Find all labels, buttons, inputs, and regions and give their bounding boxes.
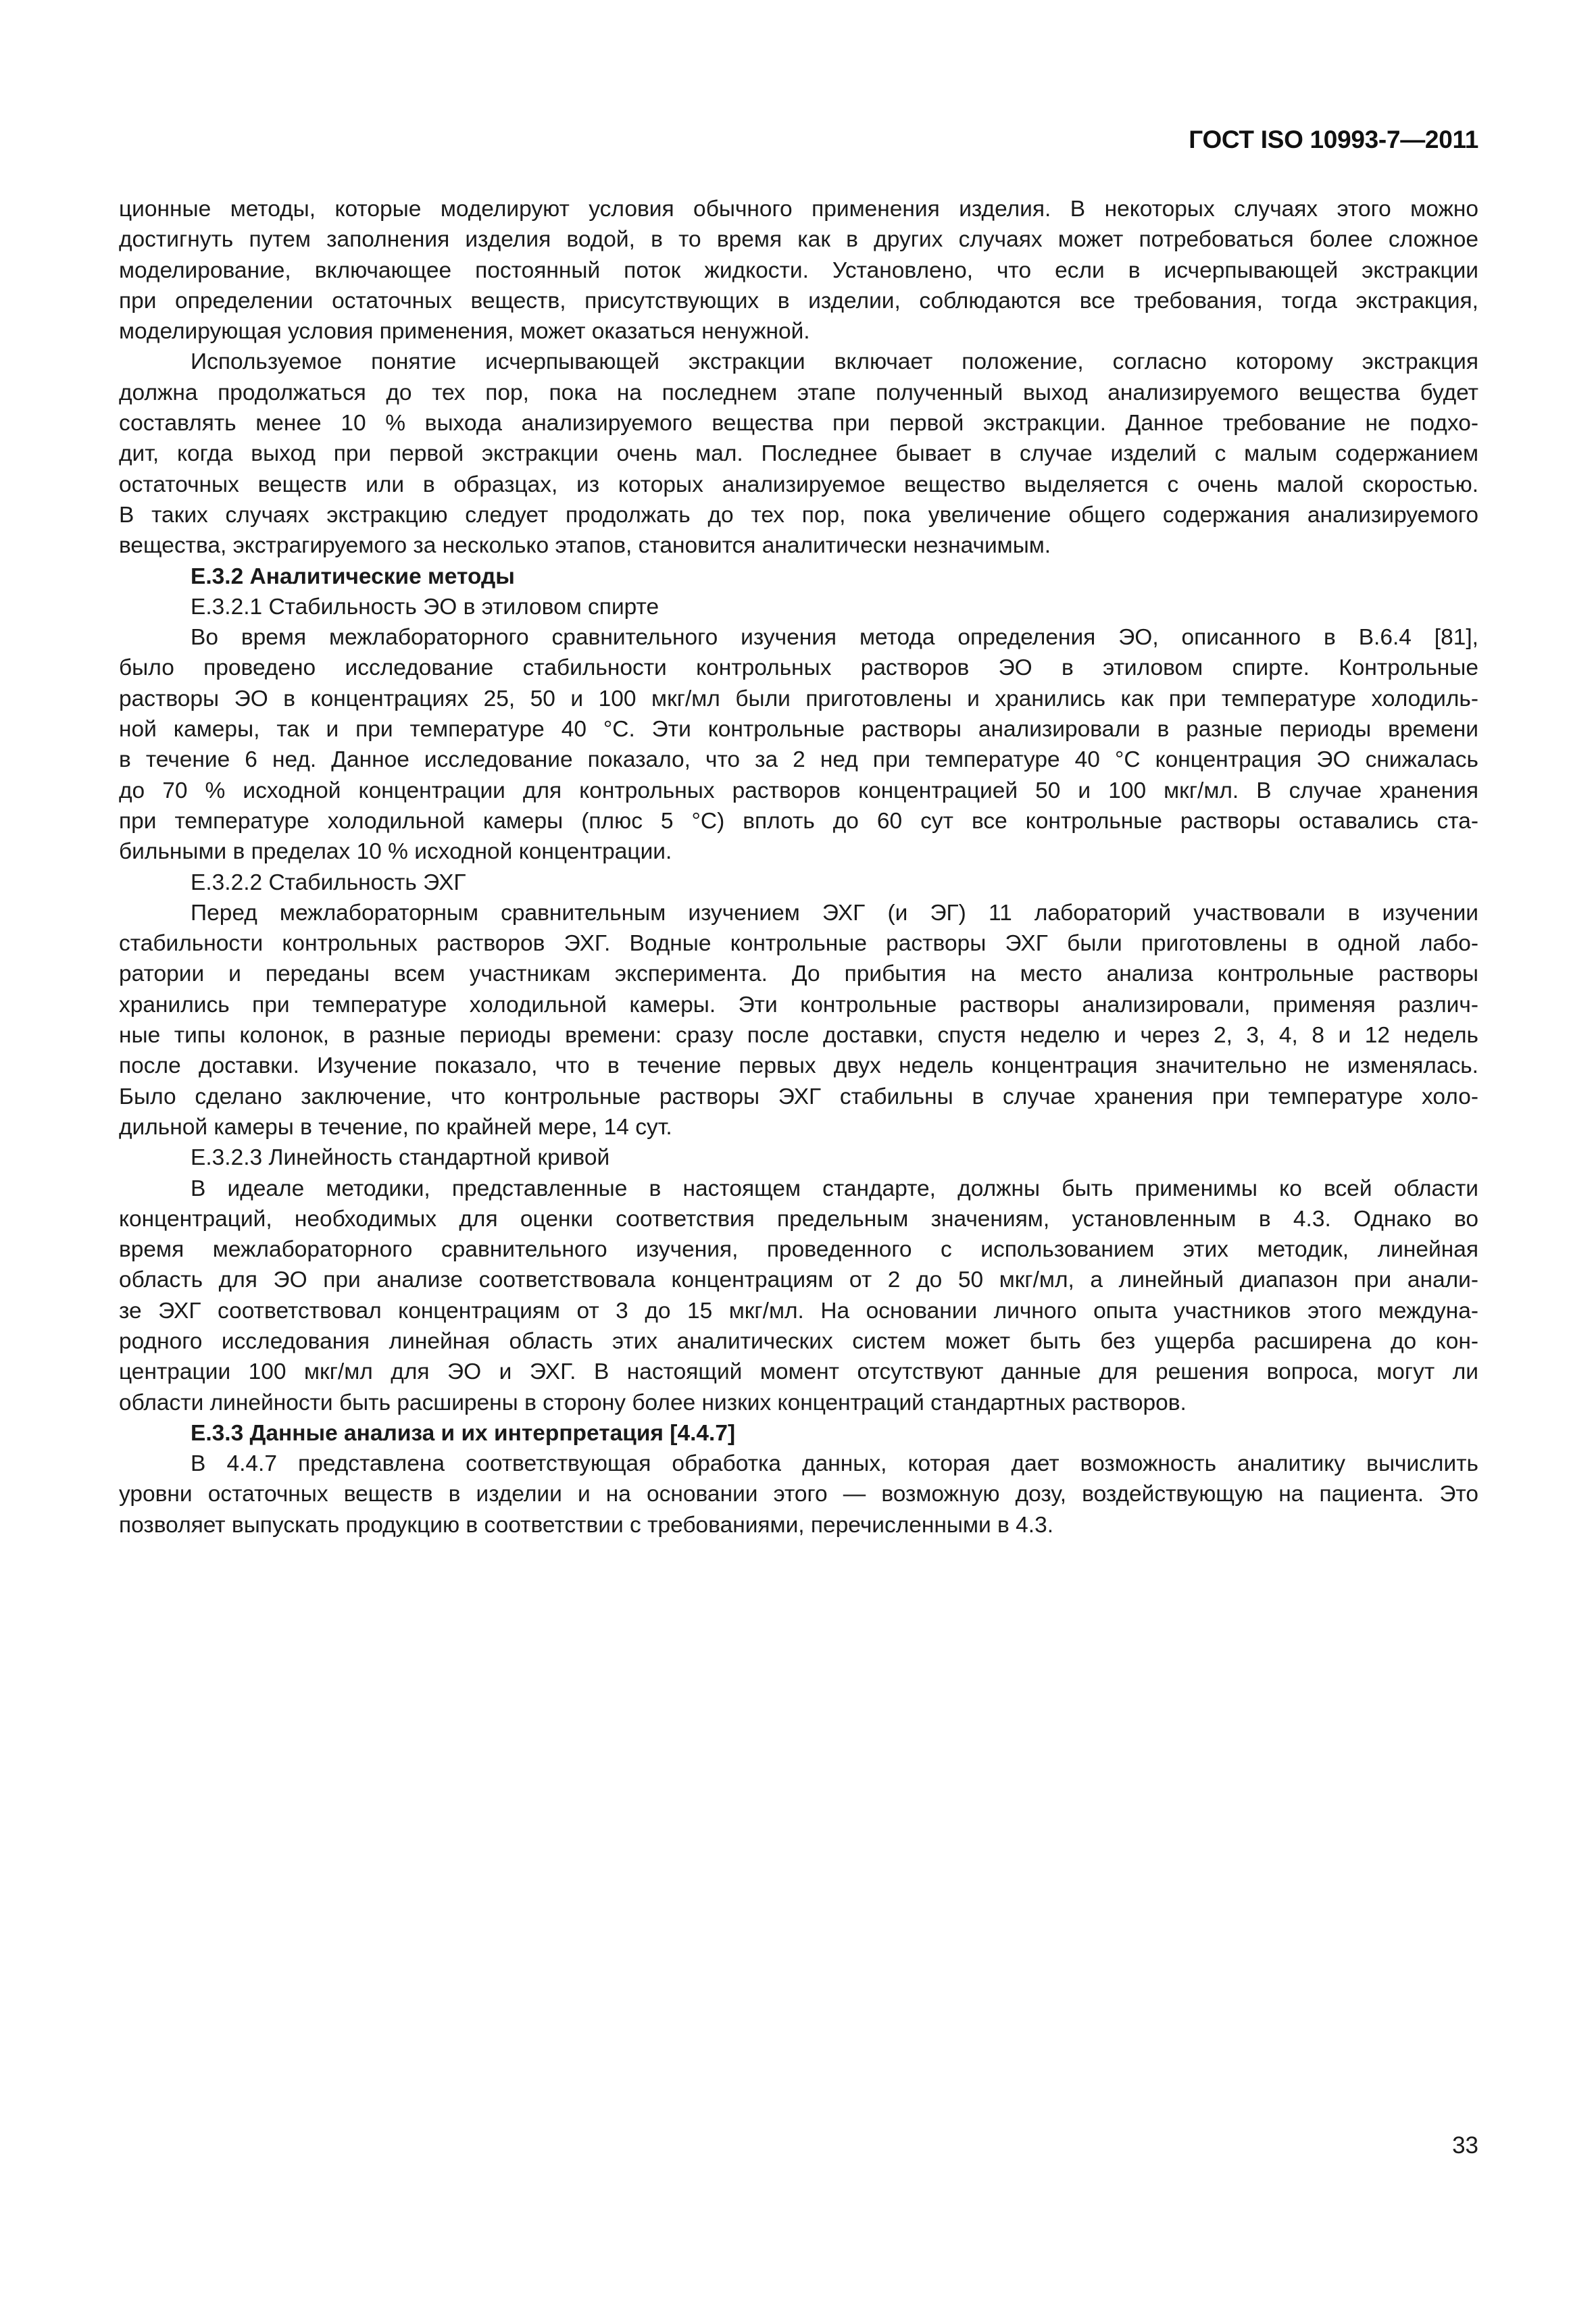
text-line: Е.3.2 Аналитические методы — [191, 563, 515, 589]
text-line: ционные методы, которые моделируют условия обычного применения изделия. В некоторых случаях этого можно — [119, 197, 1478, 222]
text-line: Е.3.3 Данные анализа и их интерпретация [4.4.7] — [191, 1420, 736, 1446]
text-line: В 4.4.7 представлена соответствующая обработка данных, которая дает возможность аналитику вычислить — [191, 1451, 1478, 1477]
text-line: остаточных веществ или в образцах, из которых анализируемое вещество выделяется с очень малой скоростью. — [119, 472, 1478, 497]
text-line: достигнуть путем заполнения изделия водой, в то время как в других случаях может потребоваться более сложное — [119, 227, 1478, 253]
paragraph — [119, 898, 1478, 1142]
text-line: после доставки. Изучение показало, что в течение первых двух недель концентрация значительно не изменялась. — [119, 1053, 1478, 1079]
text-line: Е.3.2.3 Линейность стандартной кривой — [191, 1145, 610, 1171]
text-line: области линейности быть расширены в сторону более низких концентраций стандартных растворов. — [119, 1390, 1187, 1415]
paragraph — [119, 622, 1478, 867]
paragraph — [119, 867, 1478, 898]
text-line: было проведено исследование стабильности контрольных растворов ЭО в этиловом спирте. Контрольные — [119, 655, 1478, 681]
text-line: должна продолжаться до тех пор, пока на последнем этапе полученный выход анализируемого вещества будет — [119, 380, 1478, 405]
text-line: дильной камеры в течение, по крайней мере, 14 сут. — [119, 1114, 672, 1140]
standard-designation: ГОСТ ISO 10993-7—2011 — [1189, 126, 1478, 153]
section-heading — [119, 561, 1478, 592]
text-line: Е.3.2.2 Стабильность ЭХГ — [191, 870, 466, 895]
text-line: ные типы колонок, в разные периоды времени: сразу после доставки, спустя неделю и через 2, 3, 4, 8 и 12 недель — [119, 1023, 1478, 1049]
text-line: уровни остаточных веществ в изделии и на основании этого — возможную дозу, воздействующую на пациента. Это — [119, 1482, 1478, 1507]
text-line: Используемое понятие исчерпывающей экстракции включает положение, согласно которому экстракция — [191, 349, 1478, 375]
paragraph — [119, 592, 1478, 622]
text-line: центрации 100 мкг/мл для ЭО и ЭХГ. В настоящий момент отсутствуют данные для решения вопроса, могут ли — [119, 1359, 1478, 1385]
section-heading — [119, 1418, 1478, 1449]
text-line: при температуре холодильной камеры (плюс 5 °С) вплоть до 60 сут все контрольные растворы оставались ста- — [119, 808, 1478, 834]
text-line: растворы ЭО в концентрациях 25, 50 и 100 мкг/мл были приготовлены и хранились как при температуре холодиль- — [119, 686, 1478, 711]
text-line: составлять менее 10 % выхода анализируемого вещества при первой экстракции. Данное требование не подхо- — [119, 411, 1478, 436]
text-line: позволяет выпускать продукцию в соответствии с требованиями, перечисленными в 4.3. — [119, 1512, 1054, 1538]
text-line: в течение 6 нед. Данное исследование показало, что за 2 нед при температуре 40 °С концентрация ЭО снижалась — [119, 747, 1478, 773]
text-line: зе ЭХГ соответствовал концентрациям от 3 до 15 мкг/мл. На основании личного опыта участников этого междуна- — [119, 1298, 1478, 1324]
text-line: Во время межлабораторного сравнительного изучения метода определения ЭО, описанного в В.6.4 [81], — [191, 625, 1478, 651]
text-line: дит, когда выход при первой экстракции очень мал. Последнее бывает в случае изделий с малым содержанием — [119, 441, 1478, 467]
paragraph — [119, 347, 1478, 561]
text-line: Было сделано заключение, что контрольные растворы ЭХГ стабильны в случае хранения при температуре холо- — [119, 1084, 1478, 1109]
page-number: 33 — [1452, 2132, 1478, 2159]
text-line: вещества, экстрагируемого за несколько этапов, становится аналитически незначимым. — [119, 533, 1051, 559]
paragraph — [119, 1142, 1478, 1173]
text-line: моделирование, включающее постоянный поток жидкости. Установлено, что если в исчерпывающей экстракции — [119, 257, 1478, 283]
text-line: хранились при температуре холодильной камеры. Эти контрольные растворы анализировали, применяя различ- — [119, 992, 1478, 1017]
text-line: стабильности контрольных растворов ЭХГ. Водные контрольные растворы ЭХГ были приготовлены в одной лабо- — [119, 931, 1478, 957]
text-line: В идеале методики, представленные в настоящем стандарте, должны быть применимы ко всей области — [191, 1176, 1478, 1201]
text-line: бильными в пределах 10 % исходной концентрации. — [119, 839, 672, 865]
paragraph — [119, 1174, 1478, 1418]
text-line: время межлабораторного сравнительного изучения, проведенного с использованием этих методик, линейная — [119, 1237, 1478, 1263]
text-line: до 70 % исходной концентрации для контрольных растворов концентрацией 50 и 100 мкг/мл. В случае хранения — [119, 778, 1478, 803]
text-line: В таких случаях экстракцию следует продолжать до тех пор, пока увеличение общего содержания анализируемого — [119, 502, 1478, 528]
paragraph — [119, 194, 1478, 347]
text-line: концентраций, необходимых для оценки соответствия предельным значениям, установленным в 4.3. Однако во — [119, 1206, 1478, 1232]
text-line: родного исследования линейная область этих аналитических систем может быть без ущерба расширена до кон- — [119, 1328, 1478, 1354]
text-line: Перед межлабораторным сравнительным изучением ЭХГ (и ЭГ) 11 лабораторий участвовали в изучении — [191, 900, 1478, 926]
text-line: ратории и переданы всем участникам эксперимента. До прибытия на место анализа контрольные растворы — [119, 961, 1478, 987]
paragraph — [119, 1449, 1478, 1540]
document-body — [119, 194, 1478, 1540]
text-line: моделирующая условия применения, может оказаться ненужной. — [119, 319, 810, 345]
text-line: ной камеры, так и при температуре 40 °С. Эти контрольные растворы анализировали в разные периоды времени — [119, 717, 1478, 743]
text-line: Е.3.2.1 Стабильность ЭО в этиловом спирте — [191, 594, 659, 620]
text-line: при определении остаточных веществ, присутствующих в изделии, соблюдаются все требования, тогда экстракция, — [119, 288, 1478, 313]
text-line: область для ЭО при анализе соответствовала концентрациям от 2 до 50 мкг/мл, а линейный диапазон при анали- — [119, 1267, 1478, 1293]
